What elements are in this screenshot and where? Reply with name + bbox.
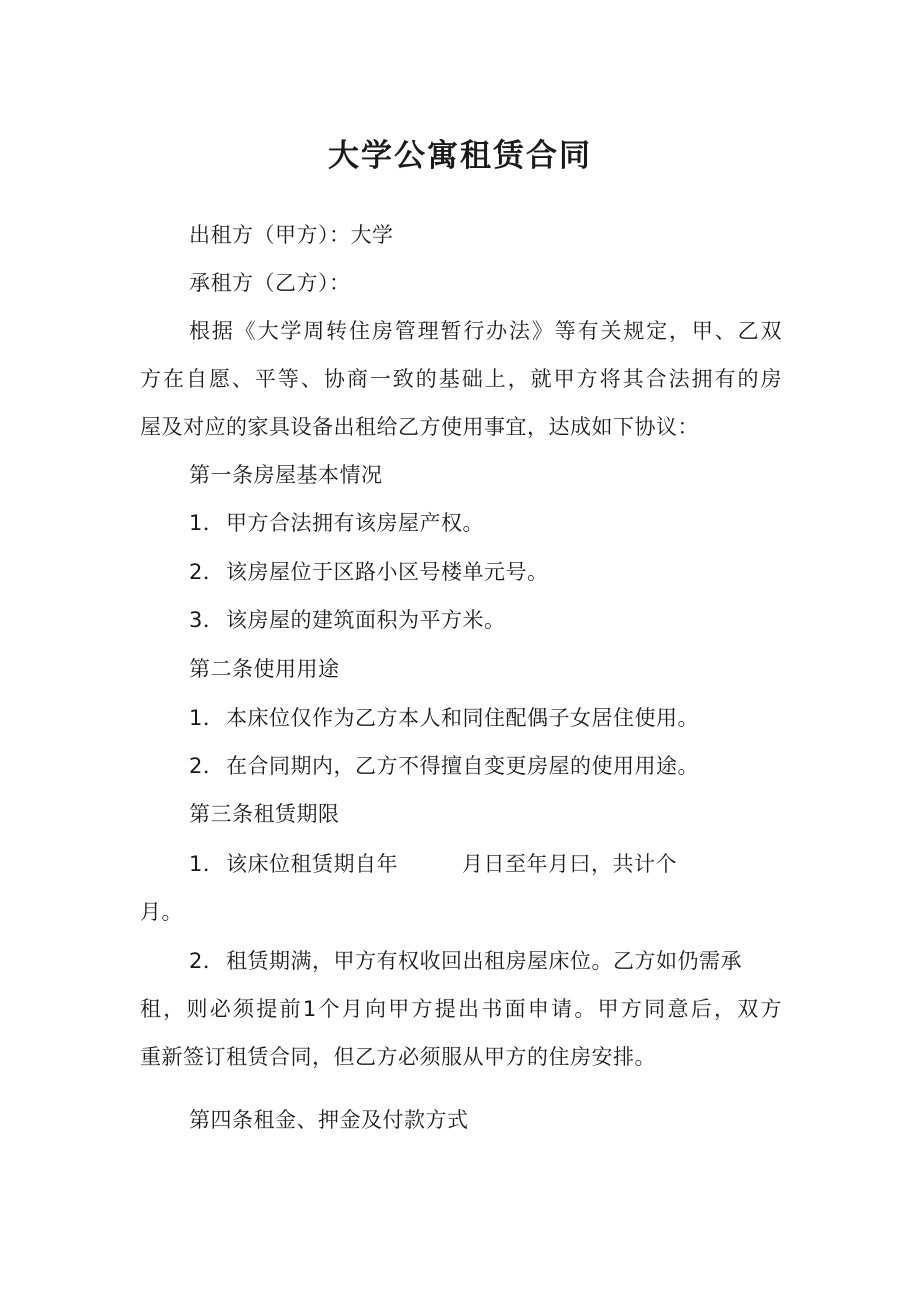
item-text: 在合同期内，乙方不得擅自变更房屋的使用用途。 <box>226 754 699 778</box>
article1-item-3 <box>189 606 506 634</box>
item-text: 甲方合法拥有该房屋产权。 <box>226 511 484 535</box>
item-text-part1: 该床位租赁期自年 <box>226 852 398 876</box>
article2-item-2 <box>189 752 699 780</box>
article3-item-2-line-1 <box>189 947 782 975</box>
article1-item-2 <box>189 558 549 586</box>
preamble-line-1: 根据《大学周转住房管理暂行办法》等有关规定，甲、乙双 <box>189 319 782 343</box>
document-title: 大学公寓租赁合同 <box>328 138 592 174</box>
article3-item-1-continuation: 月。 <box>140 900 183 924</box>
article3-heading: 第三条租赁期限 <box>189 802 340 826</box>
item-number: 1． <box>189 706 225 730</box>
item-number: 2． <box>189 754 225 778</box>
item-number: 2． <box>189 560 225 584</box>
preamble-line-2: 方在自愿、平等、协商一致的基础上，就甲方将其合法拥有的房 <box>140 367 782 391</box>
item-number: 2． <box>189 949 225 973</box>
article1-item-1 <box>189 509 484 537</box>
item-number: 3． <box>189 608 225 632</box>
item-text: 该房屋位于区路小区号楼单元号。 <box>226 560 549 584</box>
article4-heading: 第四条租金、押金及付款方式 <box>189 1108 469 1132</box>
lessee-line: 承租方（乙方）： <box>189 271 351 295</box>
lessor-line: 出租方（甲方）：大学 <box>189 223 394 247</box>
item-text-part2: 月日至年月曰，共计个 <box>462 852 677 876</box>
item-text: 该房屋的建筑面积为平方米。 <box>226 608 506 632</box>
item-number: 1． <box>189 511 225 535</box>
preamble-line-3: 屋及对应的家具设备出租给乙方使用事宜，达成如下协议： <box>140 415 699 439</box>
article2-item-1 <box>189 704 699 732</box>
article1-heading: 第一条房屋基本情况 <box>189 463 383 487</box>
article2-heading: 第二条使用用途 <box>189 657 340 681</box>
item-number: 1． <box>189 852 225 876</box>
article3-item-1 <box>189 850 677 878</box>
article3-item-2-line-2: 租，则必须提前1个月向甲方提出书面申请。甲方同意后，双方 <box>140 997 782 1021</box>
item-text: 本床位仅作为乙方本人和同住配偶子女居住使用。 <box>226 706 699 730</box>
article3-item-2-line-3: 重新签订租赁合同，但乙方必须服从甲方的住房安排。 <box>140 1045 656 1069</box>
item-text: 租赁期满，甲方有权收回出租房屋床位。乙方如仍需承 <box>226 949 742 973</box>
